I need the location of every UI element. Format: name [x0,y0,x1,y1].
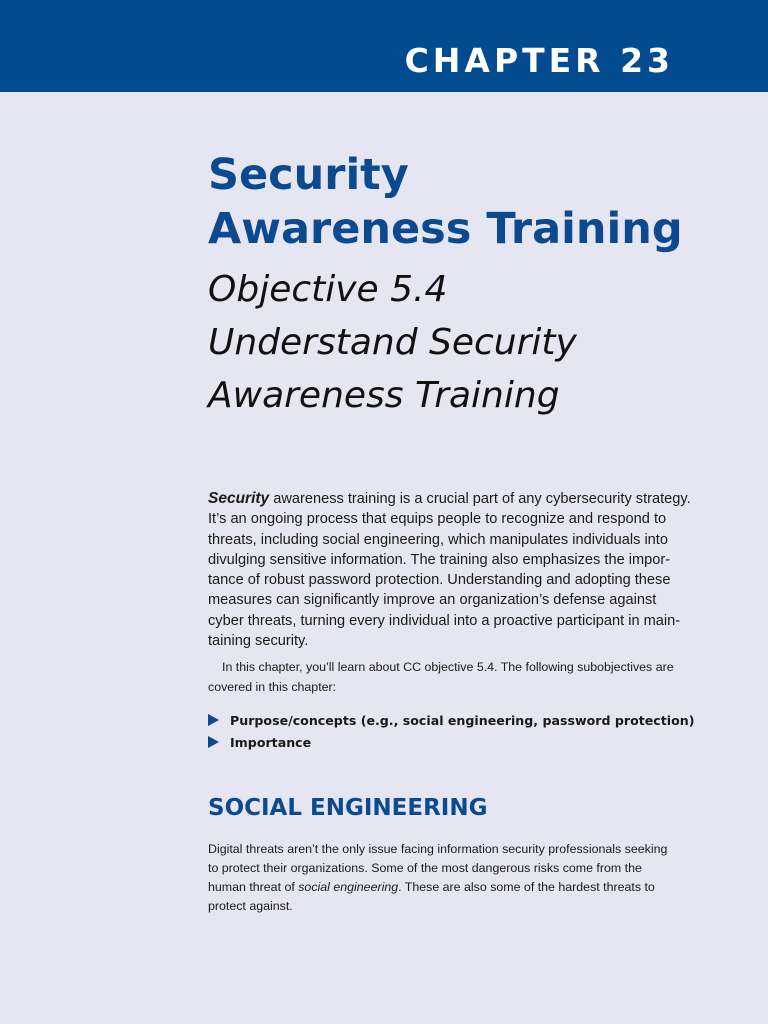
chapter-intro-paragraph [208,657,692,697]
triangle-bullet-icon [208,714,219,726]
intro-line: divulging sensitive information. The training also emphasizes the impor- [208,551,671,568]
section-line: to protect their organizations. Some of the most dangerous risks come from the [208,861,642,875]
intro-line: measures can significantly improve an organization’s defense against [208,592,657,609]
intro-line [208,489,692,509]
chapter-title [208,148,728,256]
intro-line: tance of robust password protection. Understanding and adopting these [208,572,671,589]
section-line: Digital threats aren’t the only issue facing information security professionals seeking [208,842,668,856]
chapter-label: CHAPTER 23 [404,41,674,80]
intro-lead-word: Security [208,490,270,507]
intro-line: threats, including social engineering, which manipulates individuals into [208,531,668,548]
chapter-intro-line: covered in this chapter: [208,680,337,694]
section-line: protect against. [208,899,293,913]
triangle-bullet-icon [208,736,219,748]
section-line [208,878,692,897]
intro-line: taining security. [208,633,309,650]
intro-line: It’s an ongoing process that equips people to recognize and respond to [208,511,667,528]
objective-subtitle-line-1: Objective 5.4 [208,269,448,310]
subobjective-label: Purpose/concepts (e.g., social engineering, password protection) [230,712,695,728]
objective-subtitle-line-3: Awareness Training [208,375,560,416]
subobjective-list [208,709,695,753]
section-term-social-engineering: social engineering [298,880,399,894]
objective-subtitle-line-2: Understand Security [208,322,577,363]
section-line-3-before: human threat of [208,880,299,894]
section-heading-social-engineering: SOCIAL ENGINEERING [208,795,488,821]
chapter-banner [0,0,768,92]
subobjective-item [208,709,695,731]
subobjective-item [208,731,692,753]
intro-line: cyber threats, turning every individual into a proactive participant in main- [208,612,681,629]
subobjective-label: Importance [230,734,312,750]
section-paragraph [208,840,692,916]
section-line-3-after: . These are also some of the hardest threats to [398,880,655,894]
chapter-intro-line: In this chapter, you’ll learn about CC objective 5.4. The following subobjectives are [222,660,674,674]
chapter-title-line-1: Security [208,150,409,200]
intro-paragraph [208,489,692,651]
chapter-title-line-2: Awareness Training [208,204,683,254]
objective-subtitle [208,263,728,422]
intro-line-1-text: awareness training is a crucial part of any cybersecurity strategy. [269,491,691,507]
